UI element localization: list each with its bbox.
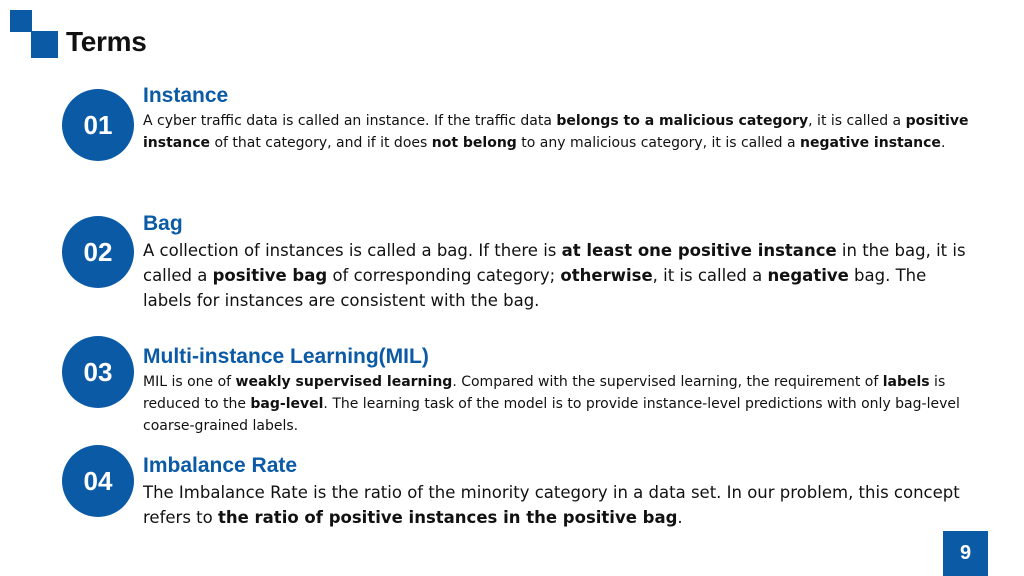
logo-square-large — [31, 31, 58, 58]
term-body — [143, 345, 973, 437]
emphasis-text: positive bag — [212, 266, 328, 285]
term-body — [143, 84, 973, 154]
text-run: to any malicious category, it is called a — [516, 135, 801, 151]
text-run: . Compared with the supervised learning, the requirement of — [452, 374, 883, 390]
emphasis-text: at least one positive instance — [561, 241, 837, 260]
emphasis-text: negative — [767, 266, 849, 285]
logo — [10, 10, 60, 60]
text-run: . — [940, 135, 946, 151]
text-run: of that category, and if it does — [210, 135, 432, 151]
term-title: Bag — [143, 212, 183, 235]
emphasis-text: negative instance — [800, 135, 941, 151]
text-run: , it is called a — [652, 266, 768, 285]
emphasis-text: otherwise — [560, 266, 653, 285]
text-run: A collection of instances is called a bag. If there is — [143, 241, 562, 260]
term-number-badge: 01 — [62, 89, 134, 161]
term-description — [143, 110, 973, 154]
emphasis-text: not belong — [431, 135, 517, 151]
term-body — [143, 212, 973, 313]
term-title: Imbalance Rate — [143, 454, 298, 477]
term-body — [143, 454, 973, 530]
page-number: 9 — [943, 531, 988, 576]
page-title: Terms — [66, 26, 147, 57]
term-number-badge: 02 — [62, 216, 134, 288]
text-run: bag. The labels for instances are consistent with the bag. — [143, 266, 927, 310]
term-number-badge: 03 — [62, 336, 134, 408]
term-title: Instance — [143, 84, 229, 107]
text-run: MIL is one of — [143, 374, 236, 390]
emphasis-text: positive instance — [143, 113, 969, 151]
text-run: of corresponding category; — [327, 266, 561, 285]
text-run: . — [677, 508, 683, 527]
term-number-badge: 04 — [62, 445, 134, 517]
term-title: Multi-instance Learning(MIL) — [143, 345, 429, 368]
term-description — [143, 238, 973, 313]
text-run: The Imbalance Rate is the ratio of the minority category in a data set. In our problem, this concept refers to — [143, 483, 960, 527]
text-run: , it is called a — [808, 113, 906, 129]
term-description — [143, 480, 973, 530]
emphasis-text: labels — [882, 374, 930, 390]
emphasis-text: the ratio of positive instances in the positive bag — [217, 508, 678, 527]
text-run: in the bag, it is called a — [143, 241, 966, 285]
logo-square-small — [10, 10, 32, 32]
text-run: . The learning task of the model is to provide instance-level predictions with only bag-level coarse-grained labels. — [143, 396, 960, 434]
emphasis-text: belongs to a malicious category — [556, 113, 809, 129]
term-description — [143, 371, 973, 437]
text-run: is reduced to the — [143, 374, 946, 412]
emphasis-text: weakly supervised learning — [235, 374, 453, 390]
text-run: A cyber traffic data is called an instance. If the traffic data — [143, 113, 557, 129]
emphasis-text: bag-level — [250, 396, 324, 412]
